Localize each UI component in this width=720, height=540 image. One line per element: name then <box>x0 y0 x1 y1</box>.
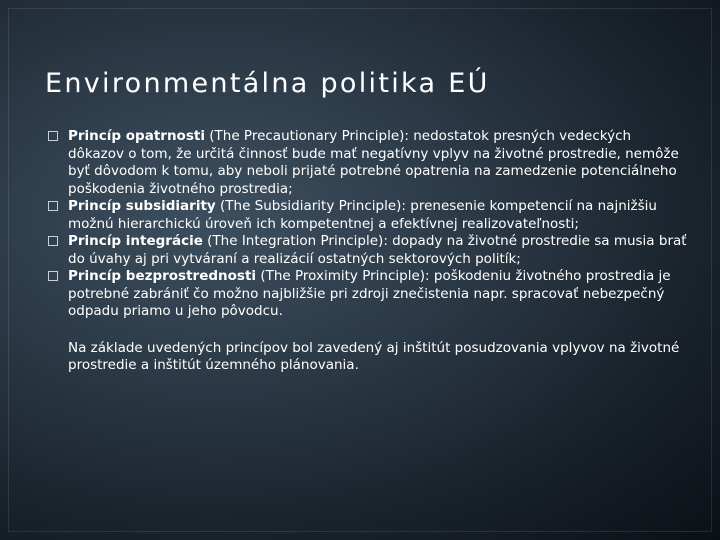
bullet-list <box>48 128 688 321</box>
bullet-item-subsidiarity <box>48 198 688 233</box>
closing-note: Na základe uvedených princípov bol zavedený aj inštitút posudzovania vplyvov na životné prostredie a inštitút územného plánovania. <box>68 339 680 373</box>
square-bullet-icon <box>48 131 58 141</box>
bullet-text: (The Subsidiarity Principle): prenesenie kompetencií na najnižšiu možnú hierarchickú úroveň ich kompetentnej a efektívnej realizovateľnosti; <box>68 198 657 232</box>
bullet-item-precautionary <box>48 128 688 198</box>
bullet-term: Princíp subsidiarity <box>68 198 216 214</box>
bullet-item-proximity <box>48 268 688 321</box>
bullet-text: (The Precautionary Principle): nedostatok presných vedeckých dôkazov o tom, že určitá činnosť bude mať negatívny vplyv na životné prostredie, nemôže byť dôvodom k tomu, aby neboli prijaté potrebné opatrenia na zamedzenie potenciálneho poškodenia životného prostredia; <box>68 128 679 197</box>
bullet-text: (The Integration Principle): dopady na životné prostredie sa musia brať do úvahy aj pri vytváraní a realizácií ostatných sektorových politík; <box>68 233 687 267</box>
square-bullet-icon <box>48 271 58 281</box>
slide-title: Environmentálna politika EÚ <box>45 68 490 99</box>
bullet-term: Princíp bezprostrednosti <box>68 268 257 284</box>
bullet-term: Princíp integrácie <box>68 233 203 249</box>
square-bullet-icon <box>48 201 58 211</box>
bullet-item-integration <box>48 233 688 268</box>
bullet-term: Princíp opatrnosti <box>68 128 205 144</box>
bullet-text: (The Proximity Principle): poškodeniu životného prostredia je potrebné zabrániť čo možno najbližšie pri zdroji znečistenia napr. spracovať nebezpečný odpadu priamo u jeho pôvodcu. <box>68 268 671 319</box>
square-bullet-icon <box>48 236 58 246</box>
slide-content <box>48 128 688 375</box>
